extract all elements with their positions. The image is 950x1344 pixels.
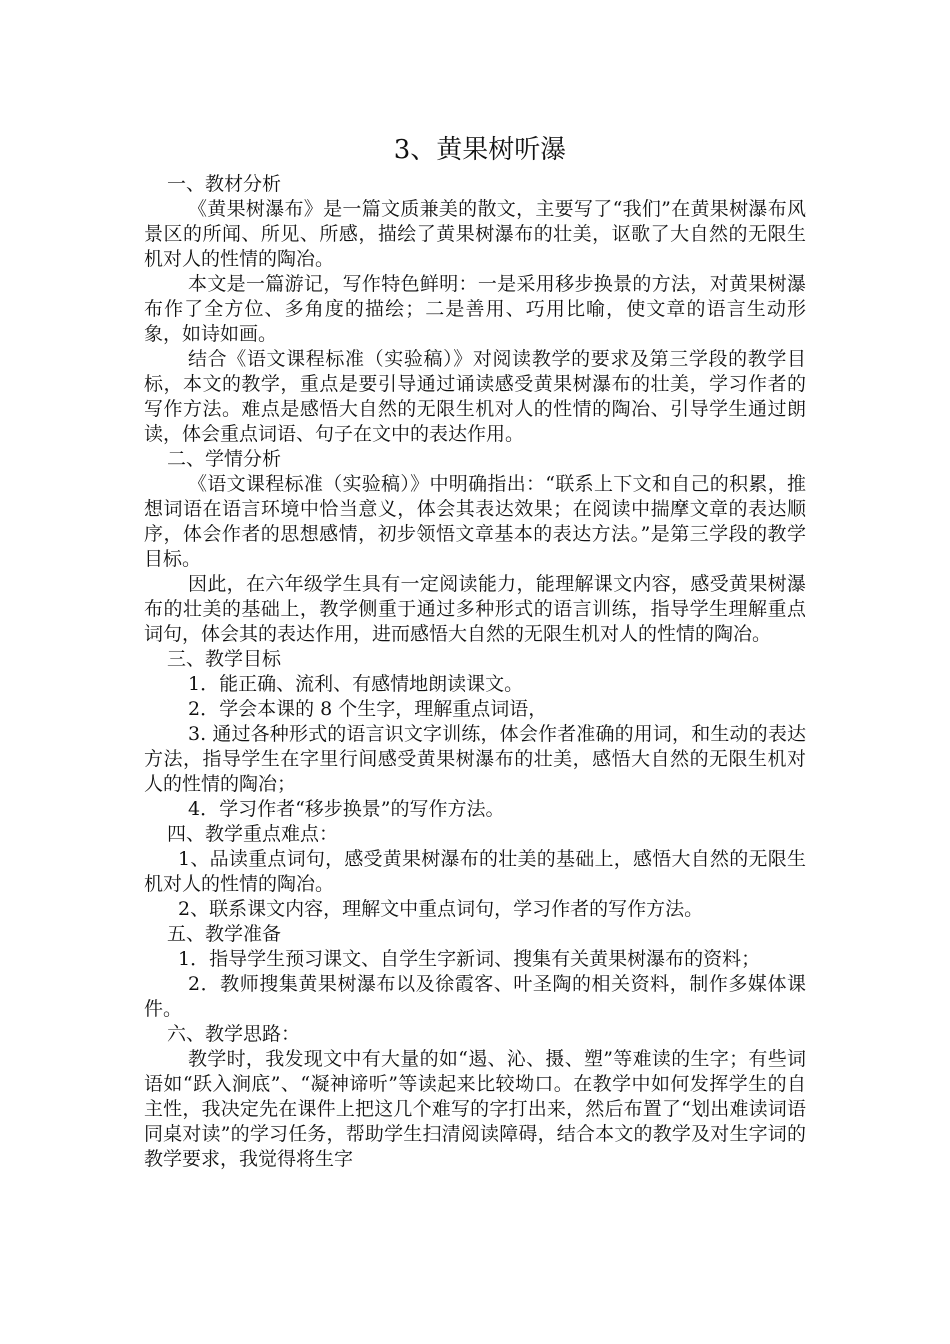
section-heading: 四、教学重点难点：	[167, 823, 339, 845]
document-page	[144, 128, 806, 1172]
body-paragraph: 结合《语文课程标准（实验稿）》对阅读教学的要求及第三学段的教学目标，本文的教学，重点是要引导通过诵读感受黄果树瀑布的壮美，学习作者的写作方法。难点是感悟大自然的无限生机对人的性情的陶冶、引导学生通过朗读，体会重点词语、句子在文中的表达作用。	[144, 348, 806, 445]
body-paragraph: 因此，在六年级学生具有一定阅读能力，能理解课文内容，感受黄果树瀑布的壮美的基础上，教学侧重于通过多种形式的语言训练，指导学生理解重点词句，体会其的表达作用，进而感悟大自然的无限生机对人的性情的陶冶。	[144, 573, 806, 645]
section-heading: 二、学情分析	[167, 448, 282, 470]
body-paragraph: 本文是一篇游记，写作特色鲜明：一是采用移步换景的方法，对黄果树瀑布作了全方位、多角度的描绘；二是善用、巧用比喻，使文章的语言生动形象，如诗如画。	[144, 273, 806, 345]
section-heading: 五、教学准备	[167, 923, 282, 945]
body-paragraph: 《黄果树瀑布》是一篇文质兼美的散文，主要写了“我们”在黄果树瀑布风景区的所闻、所见、所感，描绘了黄果树瀑布的壮美，讴歌了大自然的无限生机对人的性情的陶冶。	[144, 198, 806, 270]
list-item: 1．能正确、流利、有感情地朗读课文。	[188, 673, 524, 695]
list-item: 2．学会本课的 8 个生字，理解重点词语，	[188, 698, 548, 720]
body-paragraph: 《语文课程标准（实验稿）》中明确指出：“联系上下文和自己的积累，推想词语在语言环境中恰当意义，体会其表达效果；在阅读中揣摩文章的表达顺序，体会作者的思想感情，初步领悟文章基本的表达方法。”是第三学段的教学目标。	[144, 473, 806, 570]
list-item: 2、联系课文内容，理解文中重点词句，学习作者的写作方法。	[178, 898, 704, 920]
section-heading: 一、教材分析	[167, 173, 282, 195]
list-item: 1、品读重点词句，感受黄果树瀑布的壮美的基础上，感悟大自然的无限生机对人的性情的陶冶。	[144, 848, 806, 895]
section-heading: 三、教学目标	[167, 648, 282, 670]
list-item: 4．学习作者“移步换景”的写作方法。	[188, 798, 505, 820]
body-paragraph: 教学时，我发现文中有大量的如“遏、沁、摄、塑”等难读的生字；有些词语如“跃入涧底”、“凝神谛听”等读起来比较坳口。在教学中如何发挥学生的自主性，我决定先在课件上把这几个难写的字打出来，然后布置了“划出难读词语同桌对读”的学习任务，帮助学生扫清阅读障碍，结合本文的教学及对生字词的教学要求，我觉得将生字	[144, 1048, 806, 1170]
section-heading: 六、教学思路：	[167, 1023, 301, 1045]
document-title: 3、黄果树听瀑	[393, 135, 567, 165]
document-body	[144, 172, 806, 1172]
list-item: 2．教师搜集黄果树瀑布以及徐霞客、叶圣陶的相关资料，制作多媒体课件。	[144, 973, 806, 1020]
list-item: 1．指导学生预习课文、自学生字新词、搜集有关黄果树瀑布的资料；	[178, 948, 761, 970]
list-item: 3. 通过各种形式的语言识文字训练，体会作者准确的用词，和生动的表达方法，指导学生在字里行间感受黄果树瀑布的壮美，感悟大自然的无限生机对人的性情的陶冶；	[144, 723, 806, 795]
